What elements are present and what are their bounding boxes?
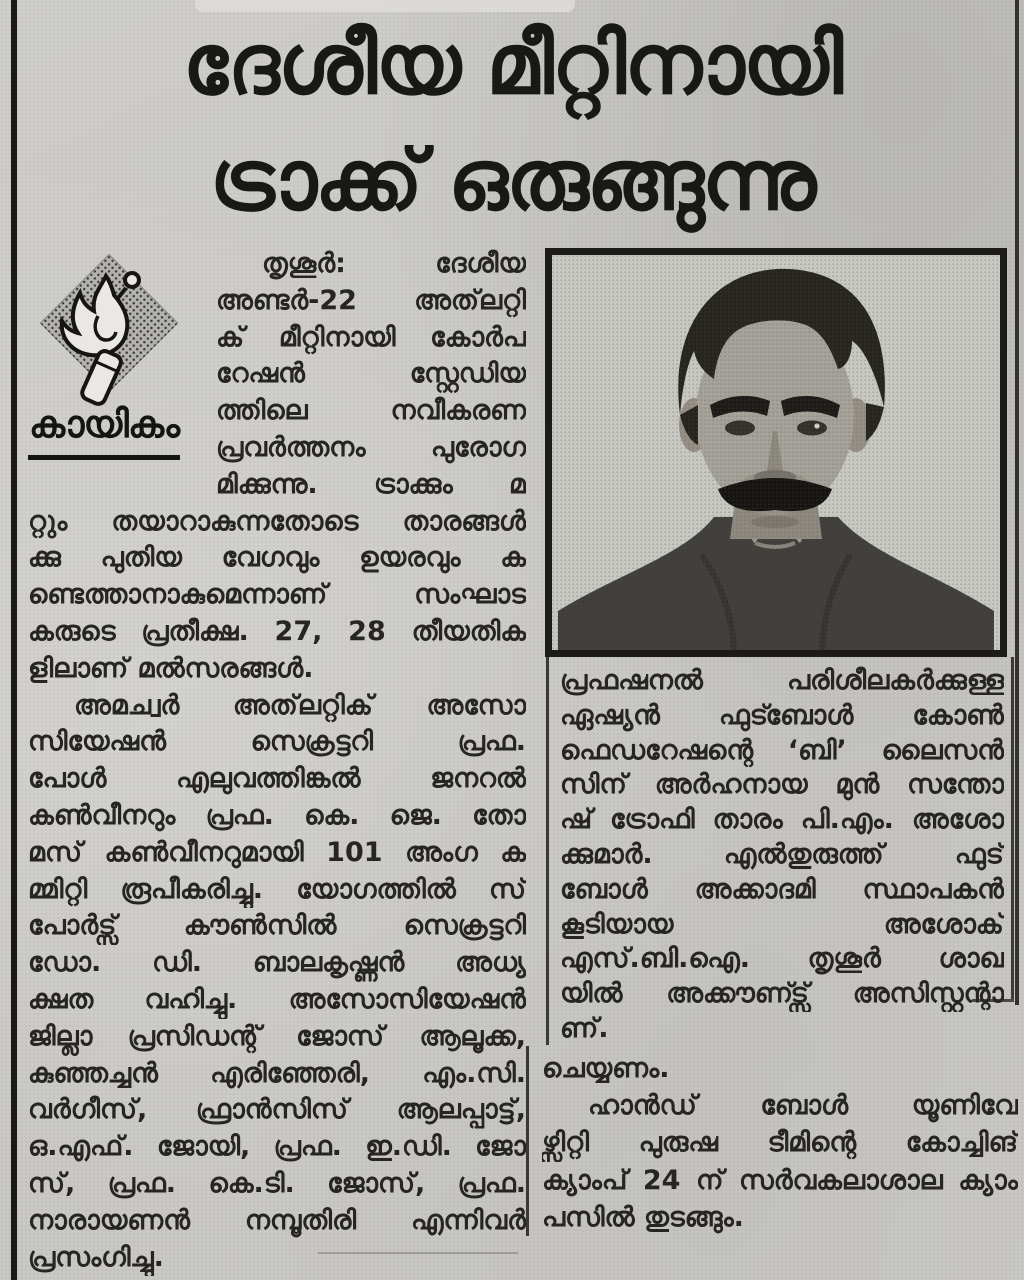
text-line: അമച്വർ അത്‌ലറ്റിക് അസോ [74,689,526,721]
caption-line: ണ്. [560,1012,609,1044]
text-line: ളിലാണ് മൽസരങ്ങൾ. [28,652,314,684]
caption-line: യിൽ അക്കൗണ്ട്സ് അസിസ്റ്റന്റാ [560,978,1004,1010]
text-line: സ്, പ്രഫ. കെ.ടി. ജോസ്, പ്രഫ. [28,1167,526,1199]
text-line: ക്ഷത വഹിച്ചു. അസോസിയേഷൻ [28,983,526,1015]
text-line: ഴ്സിറ്റി പുരുഷ ടീമിന്റെ കോച്ചിങ് [542,1127,1018,1159]
text-line: കരുടെ പ്രതീക്ഷ. 27, 28 തീയതിക [28,615,526,647]
caption-line: ഫെഡറേഷന്റെ ‘ബി’ ലൈസൻ [560,734,1004,766]
text-line: മ്മിറ്റി രൂപീകരിച്ചു. യോഗത്തിൽ സ് [28,873,526,905]
text-line: റേഷൻ സ്റ്റേഡിയ [216,358,526,390]
text-line: പ്രവർത്തനം പുരോഗ [216,431,526,463]
text-line: അണ്ടർ-22 അത്‌ലറ്റി [216,284,526,316]
article-body-right [542,1050,1018,1236]
caption-left-rule [546,657,549,1045]
text-line: കൺവീനറും പ്രഫ. കെ. ജെ. തോ [28,799,526,831]
caption-line: പ്രഫഷനൽ പരിശീലകർക്കുള്ള [560,665,1004,696]
text-line: ഹാൻഡ് ബോൾ യൂണിവേ [588,1090,1018,1122]
caption-line: എസ്.ബി.ഐ. തൃശൂർ ശാഖ [560,943,1004,975]
caption-line: കൂടിയായ അശോക് [560,908,1004,940]
text-line: നാരായണൻ നമ്പൂതിരി എന്നിവർ [28,1204,526,1236]
text-line: മിക്കുന്നു. ട്രാക്കും മ [216,468,526,500]
photo-caption [560,664,1004,1047]
left-column-rule [11,0,17,1280]
text-line: പ്രസംഗിച്ചു. [28,1241,164,1273]
portrait-photo [545,248,1007,657]
text-line: ക്കു പുതിയ വേഗവും ഉയരവും ക [28,542,526,574]
text-line: സിയേഷൻ സെക്രട്ടറി പ്രഫ. [28,726,526,758]
caption-line: ബോൾ അക്കാദമി സ്ഥാപകൻ [560,873,1004,905]
text-line: ക്യാംപ് 24 ന് സർവകലാശാല ക്യാം [542,1164,1018,1196]
caption-line: ക്കുമാർ. എൽതുരുത്ത് ഫുട് [560,838,1004,870]
article-body-left [28,246,526,1276]
text-line: ഒ.എഫ്. ജോയി, പ്രഫ. ഇ.ഡി. ജോ [28,1131,526,1163]
text-line: പോൾ എലുവത്തിങ്കൽ ജനറൽ [28,763,526,795]
caption-right-rule [1011,657,1014,1001]
headline [40,6,984,238]
text-line: ചെയ്യണം. [542,1053,670,1084]
text-line: ണ്ടെത്താനാകുമെന്നാണ് സംഘാട [28,579,526,611]
column-divider [526,1046,529,1236]
text-line: തൃശൂർ: ദേശീയ [262,248,526,279]
text-line: ജില്ലാ പ്രസിഡന്റ് ജോസ് ആലൂക്ക, [28,1020,526,1052]
text-line: റ്റും തയാറാകുന്നതോടെ താരങ്ങൾ [28,505,526,537]
text-line: ഡോ. ഡി. ബാലകൃഷ്ണൻ അധ്യ [28,947,526,979]
headline-line-2: ട്രാക്ക് ഒരുങ്ങുന്നു [209,131,815,229]
caption-line: ഏഷ്യൻ ഫുട്ബോൾ കോൺ [560,699,1004,731]
section-label: കായികം [28,402,180,460]
text-line: പോർട്സ് കൗൺസിൽ സെക്രട്ടറി [28,910,526,942]
text-line: കുഞ്ഞച്ചൻ എരിഞ്ഞേരി, എം.സി. [28,1057,526,1089]
halftone-portrait [552,255,1000,650]
text-line: ത്തിലെ നവീകരണ [216,395,526,427]
text-line: മസ് കൺവീനറുമായി 101 അംഗ ക [28,836,526,868]
text-line: പസിൽ തുടങ്ങും. [542,1201,744,1233]
right-column-rule [1015,0,1019,1005]
headline-line-1: ദേശീയ മീറ്റിനായി [182,15,842,113]
caption-line: ഷ് ട്രോഫി താരം പി.എം. അശോ [560,804,1004,836]
text-line: വർഗീസ്, ഫ്രാൻസിസ് ആലപ്പാട്ട്, [28,1094,526,1126]
paper-crease [318,1252,518,1254]
text-line: ക് മീറ്റിനായി കോർപ [216,321,526,353]
caption-line: സിന് അർഹനായ മുൻ സന്തോ [560,769,1004,801]
